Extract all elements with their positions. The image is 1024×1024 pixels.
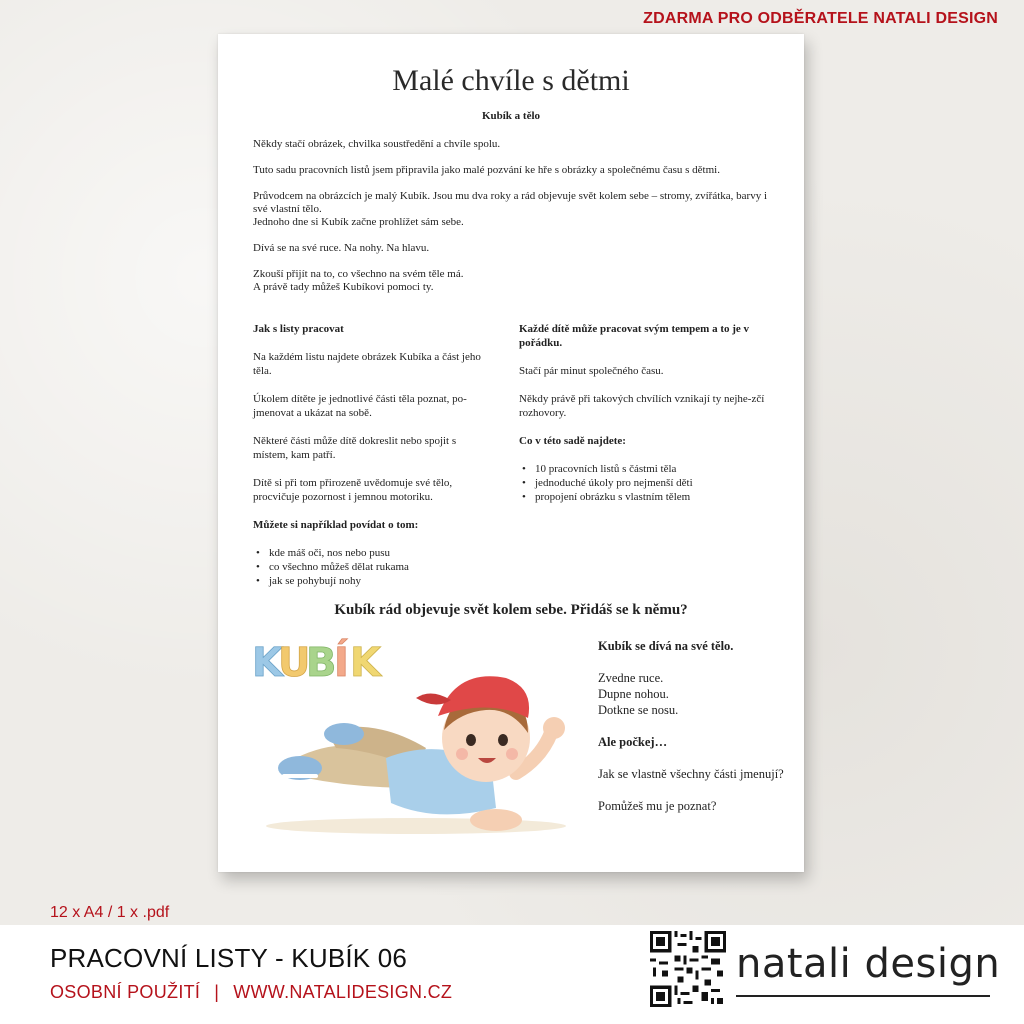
intro-paragraph: A právě tady můžeš Kubíkovi pomoci ty. (253, 281, 434, 293)
product-footer (0, 925, 1024, 1024)
left-list-heading: Můžete si například povídat o tom: (253, 519, 419, 531)
product-subline (50, 982, 452, 1003)
product-title: PRACOVNÍ LISTY - KUBÍK 06 (50, 943, 408, 973)
intro-paragraph: Někdy stačí obrázek, chvilka soustředění a chvíle spolu. (253, 138, 501, 150)
right-list (519, 462, 774, 504)
brand-logo: natali design (736, 941, 1001, 987)
logo-letter: U (278, 640, 311, 682)
format-info: 12 x A4 / 1 x .pdf (50, 904, 170, 921)
sheet-title: Malé chvíle s dětmi (392, 64, 630, 97)
logo-letter: K (252, 640, 283, 682)
left-column (253, 322, 493, 602)
promo-banner: ZDARMA PRO ODBĚRATELE NATALI DESIGN (643, 10, 998, 27)
logo-letter: Í (334, 640, 349, 682)
license-label: OSOBNÍ POUŽITÍ (50, 982, 201, 1002)
intro-paragraph: Dívá se na své ruce. Na nohy. Na hlavu. (253, 242, 430, 254)
list-item: • jednoduché úkoly pro nejmenší děti (519, 476, 774, 490)
list-item: • 10 pracovních listů s částmi těla (519, 462, 774, 476)
intro-paragraph: Jednoho dne si Kubík začne prohlížet sám sebe. (253, 216, 464, 228)
separator: | (214, 982, 220, 1002)
intro-paragraph: Zkouší přijít na to, co všechno na svém těle má. (253, 268, 464, 280)
website-link[interactable]: WWW.NATALIDESIGN.CZ (233, 982, 453, 1002)
sheet-subtitle: Kubík a tělo (481, 110, 541, 122)
intro-text (253, 138, 773, 307)
story-line: Dupne nohou. (598, 687, 669, 701)
story-line: Ale počkej… (598, 735, 668, 749)
intro-paragraph: Tuto sadu pracovních listů jsem připravila jako malé pozvání ke hře s obrázky a společnému času s dětmi. (253, 164, 720, 176)
worksheet-preview (218, 34, 804, 872)
left-paragraph: Úkolem dítěte je jednotlivé části těla poznat, po-jmenovat a ukázat na sobě. (253, 393, 467, 419)
logo-letter: K (350, 640, 381, 682)
right-list-heading: Co v této sadě najdete: (519, 435, 626, 447)
left-paragraph: Na každém listu najdete obrázek Kubíka a část jeho těla. (253, 351, 481, 377)
left-list (253, 546, 493, 588)
left-paragraph: Dítě si při tom přirozeně uvědomuje své tělo, procvičuje pozornost i jemnou motoriku. (253, 477, 453, 503)
list-item: • propojení obrázku s vlastním tělem (519, 490, 774, 504)
story-text (598, 638, 788, 830)
left-paragraph: Některé části může dítě dokreslit nebo spojit s místem, kam patří. (253, 435, 457, 461)
brand-underline (736, 995, 990, 997)
list-item: • co všechno můžeš dělat rukama (253, 560, 493, 574)
right-paragraph: Stačí pár minut společného času. (519, 365, 664, 377)
story-line: Dotkne se nosu. (598, 703, 679, 717)
story-line: Jak se vlastně všechny části jmenují? (598, 767, 784, 781)
logo-letter: B (306, 640, 337, 682)
story-line: Pomůžeš mu je poznat? (598, 799, 717, 813)
left-heading: Jak s listy pracovat (253, 323, 344, 335)
right-paragraph: Někdy právě při takových chvílích vznikají ty nejhe-zčí rozhovory. (519, 393, 765, 419)
sheet-headline: Kubík rád objevuje svět kolem sebe. Přidáš se k němu? (334, 602, 688, 618)
list-item: • kde máš oči, nos nebo pusu (253, 546, 493, 560)
list-item: • jak se pohybují nohy (253, 574, 493, 588)
intro-paragraph: Průvodcem na obrázcích je malý Kubík. Jsou mu dva roky a rád objevuje svět kolem sebe – stromy, zvířátka, barvy i své vlastní tělo. (253, 190, 768, 215)
story-line: Kubík se dívá na své tělo. (598, 639, 734, 653)
right-heading: Každé dítě může pracovat svým tempem a to je v pořádku. (519, 323, 750, 349)
boy-illustration (266, 638, 586, 838)
right-column (519, 322, 774, 518)
story-line: Zvedne ruce. (598, 671, 664, 685)
qr-code-icon[interactable] (650, 931, 726, 1007)
